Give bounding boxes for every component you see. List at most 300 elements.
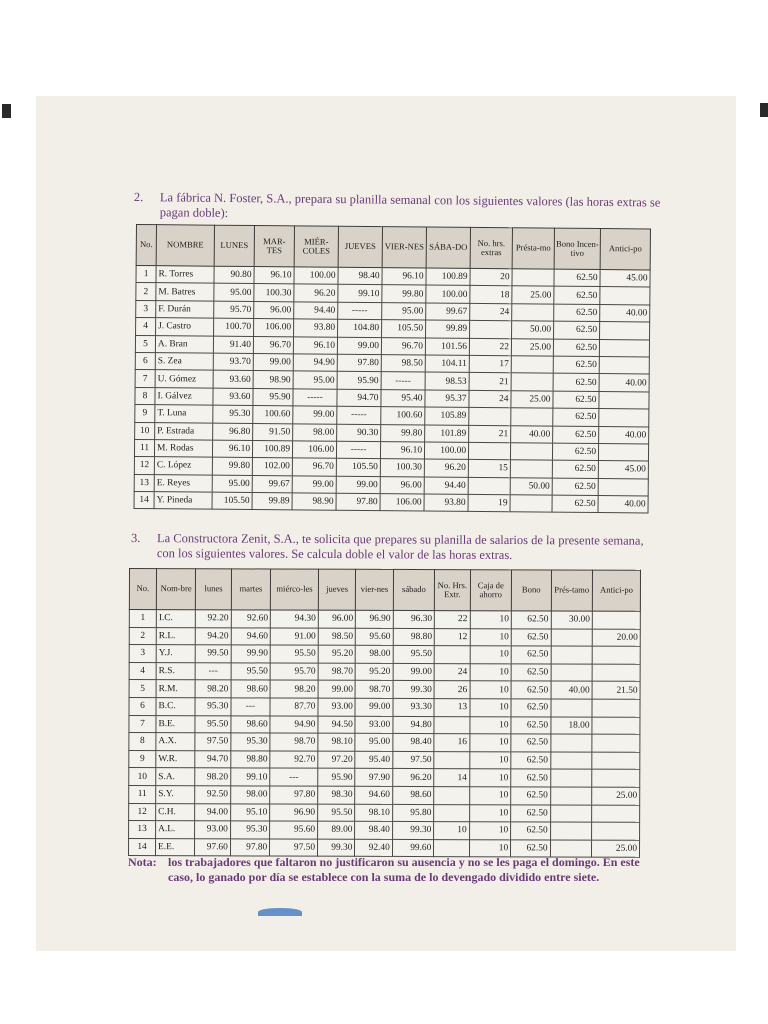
problem-3-table-cell: 11: [129, 785, 156, 803]
problem-2-table-cell: 1: [136, 266, 156, 284]
problem-2-table-cell: 96.10: [382, 268, 426, 286]
problem-2-table-cell: 95.90: [253, 388, 293, 406]
problem-3-table-cell: W.R.: [156, 750, 196, 768]
problem-3-table-cell: 93.00: [195, 821, 230, 839]
problem-3-table-cell: 92.50: [195, 786, 230, 804]
problem-2-body: [134, 266, 650, 514]
problem-2-table-cell: 40.00: [600, 304, 650, 322]
problem-3-table-cell: E.E.: [155, 838, 195, 856]
problem-3-header-cell: No.: [129, 569, 156, 610]
problem-2-table-cell: 99.00: [337, 337, 381, 355]
problem-3-table-cell: 95.00: [355, 733, 392, 751]
problem-2-table-cell: 93.80: [424, 494, 468, 512]
problem-3-table-cell: 10: [470, 699, 512, 717]
problem-2-table-cell: 93.60: [213, 371, 253, 389]
problem-3-table-cell: 98.10: [318, 733, 355, 751]
problem-2-table-cell: 50.00: [510, 477, 552, 495]
problem-3-table-cell: 92.60: [231, 610, 271, 628]
problem-2-table-cell: P. Estrada: [155, 422, 213, 440]
problem-2-table-cell: 20: [470, 268, 512, 286]
problem-2-table-cell: 62.50: [553, 373, 599, 391]
problem-2-table-cell: 19: [468, 494, 510, 512]
problem-2-table-cell: 24: [469, 390, 511, 408]
problem-2-header-cell: Antici-po: [600, 229, 650, 270]
problem-3-table-cell: 62.50: [511, 752, 551, 770]
problem-2-table-cell: [468, 442, 510, 460]
problem-3-table-cell: [592, 699, 640, 717]
problem-3-table-row: [129, 733, 640, 752]
problem-3-table-cell: 97.50: [270, 839, 318, 857]
problem-2-table-cell: 25.00: [511, 391, 553, 409]
problem-3-table-cell: 10: [470, 611, 512, 629]
problem-2-table-cell: 62.50: [552, 443, 598, 461]
problem-3-table-cell: 95.90: [318, 769, 355, 787]
problem-2-header-cell: VIER-NES: [382, 227, 426, 268]
problem-2-table-cell: 100.00: [424, 442, 468, 460]
problem-2-table-cell: U. Gómez: [155, 370, 213, 388]
problem-3-table-cell: S.A.: [156, 768, 196, 786]
problem-2-table-cell: 62.50: [554, 269, 600, 287]
problem-2-table-cell: 91.40: [213, 336, 253, 354]
problem-2-table-cell: A. Bran: [155, 335, 213, 353]
problem-3-table-cell: 95.20: [318, 645, 355, 663]
problem-2-table-cell: 25.00: [512, 286, 554, 304]
problem-3-table-cell: 95.20: [355, 663, 392, 681]
problem-2-table-cell: 100.30: [380, 459, 424, 477]
problem-2-table-cell: [511, 408, 553, 426]
problem-2-table-cell: [468, 477, 510, 495]
problem-2-table-cell: 96.10: [380, 442, 424, 460]
problem-2-table-cell: 62.50: [553, 339, 599, 357]
problem-2-table-cell: 90.30: [337, 424, 381, 442]
problem-2-payroll-table: [134, 224, 651, 514]
problem-2-table-cell: 101.56: [425, 338, 469, 356]
problem-2-table-cell: J. Castro: [156, 318, 214, 336]
problem-3-table-row: [129, 750, 640, 769]
problem-3-table-cell: 92.40: [355, 839, 392, 857]
problem-3-table-cell: 98.00: [356, 645, 393, 663]
problem-3-table-cell: 95.30: [230, 821, 270, 839]
problem-2-table-cell: 105.50: [212, 492, 252, 510]
problem-3-table-cell: 16: [434, 734, 469, 752]
problem-3-table-cell: 24: [434, 663, 469, 681]
problem-3-table-cell: 99.00: [355, 698, 392, 716]
problem-2-table-cell: [469, 408, 511, 426]
problem-3-table-cell: Y.J.: [156, 645, 196, 663]
problem-3-table-cell: 10: [129, 768, 156, 786]
problem-3-text: La Constructora Zenit, S.A., te solicita que prepares su planilla de salarios de la presente semana, con los siguientes valores. Se calcula doble el valor de las horas extras.: [156, 531, 644, 562]
problem-2-statement: [134, 190, 664, 228]
problem-3-table-cell: [592, 805, 640, 823]
problem-2-text: La fábrica N. Foster, S.A., prepara su planilla semanal con los siguientes valores (las horas extras se pagan doble):: [159, 190, 661, 220]
problem-3-table-cell: 9: [129, 750, 156, 768]
problem-2-table-cell: [470, 321, 512, 339]
problem-3-table-cell: B.C.: [156, 698, 196, 716]
problem-2-table-cell: 99.00: [336, 476, 380, 494]
problem-3-table-cell: 21.50: [592, 681, 640, 699]
problem-2-table-cell: 100.70: [214, 318, 254, 336]
problem-2-table-cell: 4: [136, 318, 156, 336]
problem-2-table-cell: -----: [293, 389, 337, 407]
problem-3-table-cell: 6: [129, 697, 156, 715]
problem-3-table-cell: 98.40: [393, 734, 435, 752]
problem-3-table-cell: 10: [470, 663, 512, 681]
problem-2-table-cell: 96.20: [294, 284, 338, 302]
problem-3-table-cell: 93.00: [355, 716, 392, 734]
problem-2-table-cell: 99.00: [292, 476, 336, 494]
problem-2-header-cell: SÁBA-DO: [426, 227, 470, 268]
problem-3-table-cell: 89.00: [318, 821, 355, 839]
problem-2-table-cell: 50.00: [512, 321, 554, 339]
problem-3-table-cell: 96.90: [270, 804, 318, 822]
problem-2-table-cell: 14: [134, 492, 154, 510]
problem-3-table-cell: [551, 699, 593, 717]
problem-3-table-cell: 14: [434, 769, 469, 787]
problem-2-table-cell: [511, 373, 553, 391]
problem-3-table-cell: 99.10: [231, 768, 271, 786]
problem-3-table-cell: 10: [469, 839, 511, 857]
problem-3-table-cell: 10: [469, 751, 511, 769]
problem-3-table-cell: 98.70: [355, 681, 392, 699]
problem-2-table-cell: [599, 391, 649, 409]
problem-2-table-cell: 62.50: [552, 460, 598, 478]
problem-2-table-cell: 40.00: [598, 496, 648, 514]
problem-3-table-cell: 22: [435, 611, 470, 629]
problem-3-table-cell: 97.80: [230, 839, 270, 857]
problem-2-table-cell: 99.10: [338, 285, 382, 303]
problem-3-table-cell: 95.70: [270, 663, 318, 681]
problem-3-table-cell: 87.70: [270, 698, 318, 716]
problem-2-table-cell: 98.00: [293, 423, 337, 441]
problem-3-header-row: [129, 569, 640, 612]
problem-3-table-cell: [551, 646, 593, 664]
problem-2-table-cell: 99.89: [426, 320, 470, 338]
problem-3-table-cell: I.C.: [156, 610, 196, 628]
problem-2-table-cell: 98.90: [253, 371, 293, 389]
problem-3-table-cell: 10: [470, 628, 512, 646]
problem-3-table-cell: R.S.: [156, 662, 196, 680]
problem-3-table-cell: 18.00: [550, 717, 592, 735]
problem-3-table-cell: 10: [469, 769, 511, 787]
problem-3-table-cell: 96.90: [356, 610, 393, 628]
problem-3-table-cell: [550, 822, 592, 840]
problem-2-header-cell: NOMBRE: [156, 225, 214, 267]
problem-2-table-cell: [510, 443, 552, 461]
problem-3-table-cell: 96.20: [392, 769, 434, 787]
problem-3-table-cell: 95.50: [270, 645, 318, 663]
problem-3-table-cell: 62.50: [511, 681, 551, 699]
problem-3-table-cell: A.L.: [156, 821, 196, 839]
problem-2-table-cell: 95.70: [214, 301, 254, 319]
problem-3-table-cell: 95.50: [195, 715, 230, 733]
problem-2-header-cell: LUNES: [214, 225, 254, 266]
problem-2-table-cell: F. Durán: [156, 300, 214, 318]
problem-2-table-cell: 21: [469, 425, 511, 443]
problem-3-table-cell: 94.70: [195, 750, 230, 768]
problem-3-statement: [131, 531, 651, 566]
blue-bookmark-edge: [258, 908, 302, 916]
problem-3-table-cell: 62.50: [511, 822, 551, 840]
note-label: Nota:: [128, 855, 157, 869]
problem-3-table-cell: [592, 664, 640, 682]
problem-2-table-cell: 94.70: [337, 389, 381, 407]
problem-3-table-cell: 62.50: [511, 628, 551, 646]
problem-3-table-cell: [592, 646, 640, 664]
problem-2-table-cell: 3: [136, 300, 156, 318]
problem-3-table-cell: 62.50: [511, 699, 551, 717]
problem-2-table-cell: I. Gálvez: [155, 387, 213, 405]
problem-3-table-cell: 95.60: [356, 628, 393, 646]
problem-2-table-cell: [598, 443, 648, 461]
problem-3-table-cell: [592, 611, 640, 629]
problem-3-table-cell: 94.60: [355, 786, 392, 804]
problem-2-table-cell: 95.00: [212, 475, 252, 493]
problem-3-table-cell: 99.30: [317, 839, 354, 857]
problem-2-table-cell: 94.90: [293, 354, 337, 372]
problem-2-table-cell: 99.00: [293, 406, 337, 424]
problem-2-table-cell: 2: [136, 283, 156, 301]
problem-3-table-cell: [592, 752, 640, 770]
problem-3-table-cell: S.Y.: [156, 786, 196, 804]
problem-2-header-cell: JUEVES: [338, 226, 382, 267]
problem-2-table-cell: 100.60: [381, 407, 425, 425]
problem-3-table-cell: 10: [469, 734, 511, 752]
problem-2-table-cell: [512, 304, 554, 322]
problem-2-table-cell: 6: [135, 352, 155, 370]
problem-2-table-cell: 12: [134, 457, 154, 475]
problem-2-table-cell: 97.80: [337, 354, 381, 372]
problem-2-header-cell: No. hrs. extras: [470, 227, 512, 268]
problem-3-header-cell: Bono: [511, 570, 551, 611]
problem-3-table-cell: 10: [470, 646, 512, 664]
problem-2-table-cell: 90.80: [214, 266, 254, 284]
problem-2-table-cell: 95.00: [382, 302, 426, 320]
problem-3-table-cell: 98.80: [231, 751, 271, 769]
problem-2-table-cell: 104.11: [425, 355, 469, 373]
problem-3-table-cell: 96.00: [318, 610, 355, 628]
problem-3-table-cell: 10: [469, 787, 511, 805]
problem-2-header-cell: No.: [136, 225, 156, 266]
problem-3-table-cell: 97.50: [195, 733, 230, 751]
problem-3-table-cell: 95.30: [195, 698, 230, 716]
problem-2-table-cell: -----: [338, 302, 382, 320]
problem-2-table-cell: 100.89: [426, 268, 470, 286]
problem-3-table-cell: [550, 734, 592, 752]
problem-2-table-cell: [600, 322, 650, 340]
problem-3-table-cell: 25.00: [592, 787, 640, 805]
problem-3-table-cell: 2: [129, 627, 156, 645]
problem-3-header-cell: Antici-po: [592, 570, 640, 611]
problem-2-table-cell: 99.80: [382, 285, 426, 303]
problem-3-table-cell: 95.80: [392, 804, 434, 822]
problem-2-table-cell: 62.50: [554, 287, 600, 305]
problem-3-header-cell: sábado: [393, 569, 435, 610]
problem-3-table-row: [129, 803, 640, 822]
problem-3-table-cell: 62.50: [511, 664, 551, 682]
problem-3-table-cell: [550, 805, 592, 823]
problem-3-table-row: [129, 610, 640, 629]
problem-3-table-cell: 99.30: [392, 822, 434, 840]
problem-3-table-cell: 30.00: [551, 611, 593, 629]
problem-2-table-cell: 95.40: [381, 389, 425, 407]
problem-3-header-cell: martes: [231, 569, 271, 610]
problem-3-table-cell: 94.00: [195, 803, 230, 821]
problem-2-header-cell: MIÉR-COLES: [294, 226, 338, 267]
problem-2-table-cell: 11: [134, 439, 154, 457]
problem-3-payroll-table: [128, 568, 641, 858]
problem-2-table-cell: 9: [135, 405, 155, 423]
problem-2-table-cell: 45.00: [598, 461, 648, 479]
problem-2-table-cell: 25.00: [511, 338, 553, 356]
problem-2-header-cell: Présta-mo: [512, 228, 554, 269]
problem-2-table-cell: 99.80: [381, 424, 425, 442]
problem-2-header-cell: MAR-TES: [254, 226, 294, 267]
problem-3-table-cell: 99.50: [196, 645, 231, 663]
problem-3-table-cell: 97.60: [195, 838, 230, 856]
problem-2-table-cell: 40.00: [599, 374, 649, 392]
problem-3-table-cell: 98.70: [270, 733, 318, 751]
problem-3-table-cell: [592, 717, 640, 735]
problem-3-table-cell: 94.60: [231, 627, 271, 645]
problem-2-table-cell: 99.89: [252, 493, 292, 511]
problem-3-table-cell: 10: [470, 716, 512, 734]
problem-3-table-cell: 10: [470, 681, 512, 699]
problem-2-table-cell: 100.89: [252, 440, 292, 458]
problem-2-table-cell: 98.40: [338, 267, 382, 285]
problem-3-table-cell: 92.70: [270, 751, 318, 769]
problem-2-table-cell: Y. Pineda: [154, 492, 212, 510]
problem-2-table-cell: 97.80: [336, 493, 380, 511]
problem-3-table-cell: 98.60: [231, 715, 271, 733]
problem-3-table-cell: 98.20: [195, 768, 230, 786]
problem-3-table-cell: 97.50: [393, 751, 435, 769]
problem-3-table-row: [129, 645, 640, 664]
problem-3-table-cell: [434, 646, 469, 664]
problem-2-table-cell: 100.60: [253, 406, 293, 424]
problem-3-table-cell: 99.90: [231, 645, 271, 663]
problem-2-table-cell: 96.10: [254, 267, 294, 285]
problem-3-table-cell: 98.50: [318, 628, 355, 646]
problem-2-table-cell: 22: [469, 338, 511, 356]
problem-3-table-cell: 92.20: [196, 610, 231, 628]
problem-2-table-cell: 95.30: [213, 405, 253, 423]
problem-2-table-cell: 96.10: [212, 440, 252, 458]
problem-3-table-cell: 99.60: [392, 839, 434, 857]
problem-2-table-cell: 17: [469, 355, 511, 373]
problem-3-table-cell: 7: [129, 715, 156, 733]
problem-3-table-row: [129, 627, 640, 646]
problem-3-table-cell: [550, 787, 592, 805]
problem-2-table-cell: 93.60: [213, 388, 253, 406]
problem-2-number: 2.: [133, 190, 144, 205]
problem-3-table-cell: [592, 734, 640, 752]
problem-2-table-cell: M. Rodas: [154, 440, 212, 458]
problem-2-table-cell: 102.00: [252, 458, 292, 476]
problem-3-table-cell: 94.80: [393, 716, 435, 734]
problem-2-table-cell: 94.40: [424, 477, 468, 495]
problem-3-table-cell: ---: [270, 768, 318, 786]
problem-3-table-cell: 13: [434, 699, 469, 717]
problem-3-table-cell: 98.60: [231, 680, 271, 698]
problem-2-table-cell: -----: [336, 441, 380, 459]
problem-2-table-cell: 105.50: [382, 320, 426, 338]
problem-3-table-cell: [592, 822, 640, 840]
problem-2-table-cell: -----: [381, 372, 425, 390]
problem-2-table-cell: 10: [135, 422, 155, 440]
problem-3-table-row: [129, 715, 640, 734]
problem-2-table-cell: [599, 357, 649, 375]
problem-2-table-cell: 18: [470, 286, 512, 304]
problem-2-table-cell: 95.00: [293, 371, 337, 389]
problem-2-table-cell: 99.80: [212, 457, 252, 475]
problem-2-table-cell: R. Torres: [156, 266, 214, 284]
problem-3-table-cell: 99.00: [318, 681, 355, 699]
problem-3-table-cell: 96.30: [393, 610, 435, 628]
problem-3-table-cell: 62.50: [511, 804, 551, 822]
problem-3-table-cell: ---: [231, 698, 271, 716]
problem-2-table-cell: [598, 478, 648, 496]
problem-2-table-cell: 5: [135, 335, 155, 353]
note-text: los trabajadores que faltaron no justificaron su ausencia y no se les paga el domingo. En este caso, lo ganado por día se establece con la suma de lo devengado dividido entre siete.: [168, 855, 640, 884]
problem-3-table-row: [129, 785, 640, 804]
problem-3-table-cell: [434, 804, 469, 822]
problem-2-header-cell: Bono Incen-tivo: [554, 228, 600, 269]
problem-2-table-cell: [599, 409, 649, 427]
problem-3-table-cell: [434, 716, 469, 734]
problem-2-table-cell: 100.00: [426, 285, 470, 303]
problem-3-table-cell: R.L.: [156, 627, 196, 645]
problem-3-table-cell: 93.30: [393, 698, 435, 716]
problem-3-table-row: [129, 697, 640, 716]
problem-2-table-cell: 105.89: [425, 407, 469, 425]
problem-3-body: [128, 610, 640, 858]
problem-3-header-cell: jueves: [318, 569, 356, 610]
problem-3-table-cell: R.M.: [156, 680, 196, 698]
problem-2-table-cell: 96.00: [380, 476, 424, 494]
problem-3-table-cell: 98.60: [392, 786, 434, 804]
problem-2-table-cell: 98.53: [425, 372, 469, 390]
problem-2-table-cell: 101.89: [425, 425, 469, 443]
problem-3-table-cell: [434, 787, 469, 805]
problem-3-table-cell: 40.00: [551, 681, 593, 699]
problem-3-header-cell: Prés-tamo: [551, 570, 593, 611]
problem-2-table-cell: 104.80: [338, 319, 382, 337]
problem-2-table-cell: 98.90: [292, 493, 336, 511]
problem-3-table-cell: 1: [129, 610, 156, 628]
problem-3-table-cell: 99.00: [393, 663, 435, 681]
problem-3-table-cell: [551, 664, 593, 682]
problem-3-table-cell: 12: [129, 803, 156, 821]
problem-2-table-cell: M. Batres: [156, 283, 214, 301]
problem-3-table-cell: 95.40: [355, 751, 392, 769]
problem-2-table-cell: 62.50: [552, 495, 598, 513]
problem-3-table-cell: 62.50: [511, 769, 551, 787]
problem-3-table-cell: 62.50: [511, 646, 551, 664]
problem-2-table-cell: 99.67: [252, 475, 292, 493]
problem-3-table-cell: 98.20: [270, 680, 318, 698]
problem-3-table-cell: 25.00: [592, 840, 640, 858]
problem-2-table-cell: 40.00: [511, 425, 553, 443]
problem-3-table-cell: 62.50: [511, 734, 551, 752]
problem-3-table-cell: 14: [128, 838, 155, 856]
problem-3-table-cell: 62.50: [511, 611, 551, 629]
problem-2-table-cell: 93.70: [213, 353, 253, 371]
problem-3-table-cell: 98.20: [196, 680, 231, 698]
problem-3-table-row: [129, 821, 640, 840]
problem-3-header-cell: vier-nes: [356, 569, 394, 610]
problem-2-table-cell: [510, 495, 552, 513]
problem-2-table-cell: [600, 287, 650, 305]
